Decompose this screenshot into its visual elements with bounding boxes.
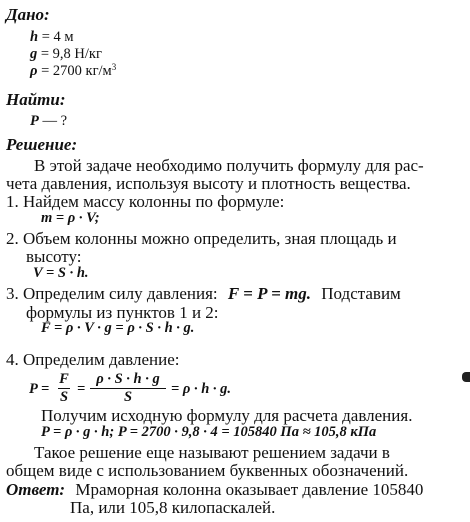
step3-text-a: 3. Определим силу давления: (6, 284, 218, 303)
step2-text-1: 2. Объем колонны можно определить, зная площадь и (6, 229, 397, 248)
given-h (30, 30, 74, 45)
step4-p-label: P = (29, 381, 50, 397)
p-value: — ? (38, 113, 68, 129)
answer-heading: Ответ: (6, 480, 66, 499)
page-edge-mark (462, 372, 470, 382)
answer-text-2: Па, или 105,8 килопаскалей. (70, 498, 276, 517)
fraction-1-denominator: S (59, 389, 69, 406)
fraction-rho-s-h-g-over-s (90, 372, 166, 405)
step3-text-2: формулы из пунктов 1 и 2: (26, 303, 219, 322)
given-rho (30, 63, 116, 79)
result-formula: P = ρ · g · h; P = 2700 · 9,8 · 4 = 105840 Па ≈ 105,8 кПа (41, 424, 377, 440)
step3-text-b: Подставим (321, 284, 401, 303)
step2-formula: V = S · h. (33, 265, 89, 281)
step1-text: 1. Найдем массу колонны по формуле: (6, 192, 285, 211)
result-text: Получим исходную формулу для расчета давления. (41, 406, 413, 425)
rho-exponent: 3 (111, 62, 117, 72)
solution-heading: Решение: (6, 135, 78, 154)
h-value: = 4 м (38, 29, 74, 45)
rho-value: = 2700 кг/м (37, 63, 112, 79)
intro-line-2: чета давления, используя высоту и плотность вещества. (6, 174, 411, 193)
step4-equals: = (77, 381, 86, 397)
remark-line-2: общем виде с использованием буквенных обозначений. (6, 461, 409, 480)
fraction-2-numerator: ρ · S · h · g (96, 371, 160, 387)
fraction-1-numerator: F (59, 371, 69, 387)
step1-formula: m = ρ · V; (41, 210, 100, 226)
given-heading: Дано: (6, 5, 50, 24)
step3-formula: F = ρ · V · g = ρ · S · h · g. (41, 320, 195, 336)
remark-line-1: Такое решение еще называют решением задачи в (34, 443, 390, 462)
fraction-f-over-s (58, 372, 70, 405)
p-symbol: P (30, 113, 39, 129)
fraction-2-denominator: S (123, 389, 133, 406)
g-value: = 9,8 Н/кг (37, 46, 102, 62)
rho-symbol: ρ (30, 63, 38, 79)
step4-tail-formula: = ρ · h · g. (171, 381, 232, 397)
h-symbol: h (30, 29, 39, 45)
find-heading: Найти: (6, 90, 66, 109)
given-g (30, 47, 102, 62)
step3-big-formula: F = P = mg. (227, 284, 312, 303)
g-symbol: g (30, 46, 38, 62)
step4-text: 4. Определим давление: (6, 350, 180, 369)
find-p (30, 114, 67, 129)
intro-line-1: В этой задаче необходимо получить формулу для рас- (34, 156, 424, 175)
answer-line-1 (6, 481, 423, 498)
step3-line-1 (6, 285, 401, 302)
step2-text-2: высоту: (26, 247, 82, 266)
answer-text-1: Мраморная колонна оказывает давление 105840 (75, 480, 424, 499)
